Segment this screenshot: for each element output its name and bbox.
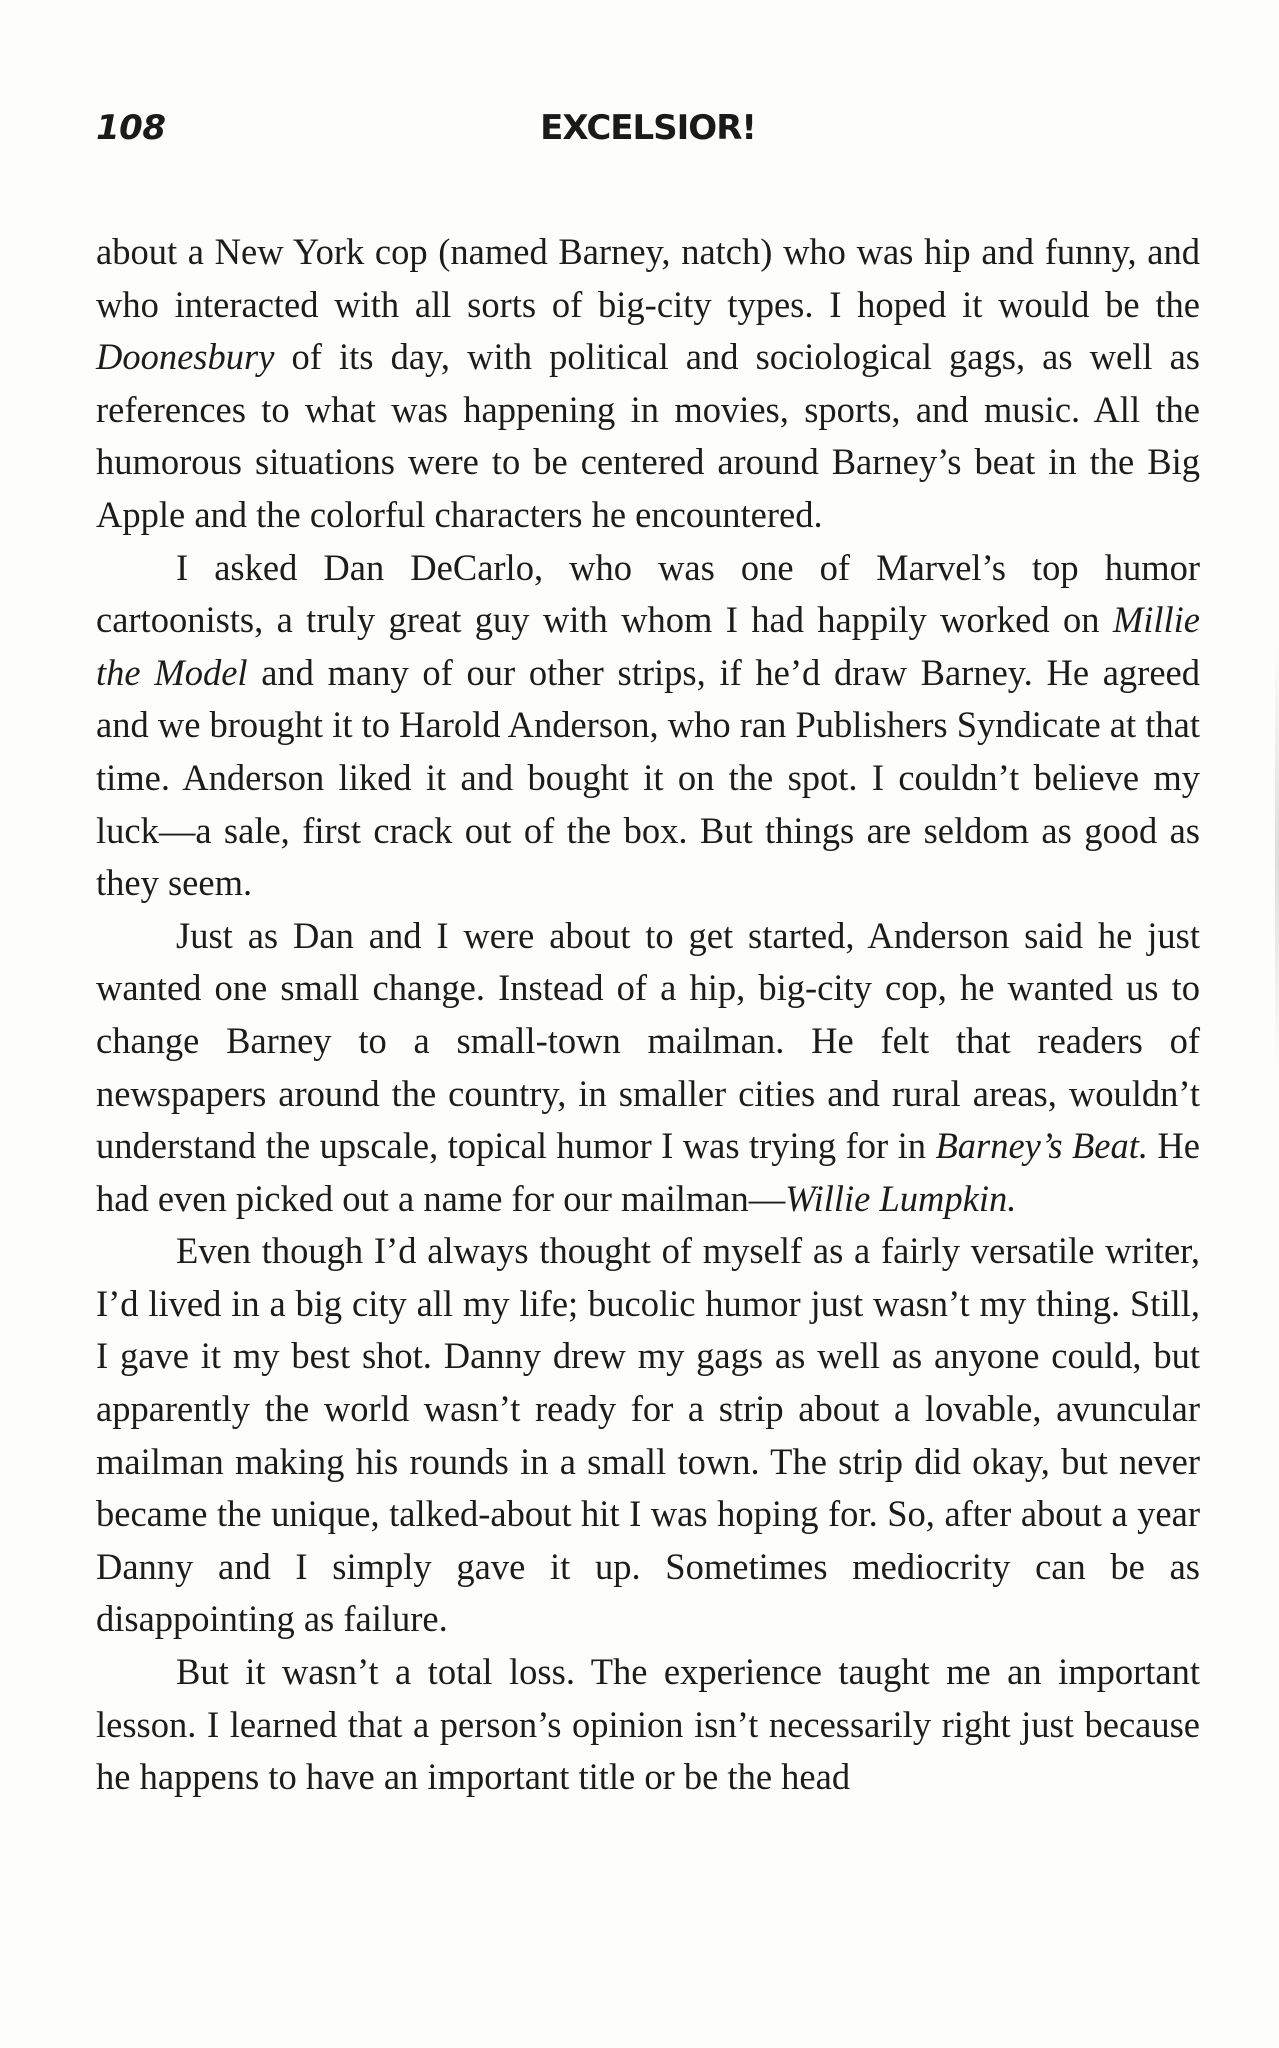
paragraph bbox=[96, 1225, 1200, 1646]
text-run: and many of our other strips, if he’d draw Barney. He agreed and we brought it to Harold Anderson, who ran Publishers Syndicate at that time. Anderson liked it and bought it on the spot. I couldn’t believe my luck—a sale, first crack out of the box. But things are seldom as good as they seem. bbox=[96, 651, 1200, 904]
paragraph bbox=[96, 1646, 1200, 1804]
text-run: of its day, with political and sociological gags, as well as references to what was happening in movies, sports, and music. All the humorous situations were to be centered around Barney’s beat in the Big Apple and the colorful characters he encountered. bbox=[96, 336, 1200, 535]
text-run: But it wasn’t a total loss. The experience taught me an important lesson. I learned that a person’s opinion isn’t necessarily right just because he happens to have an important title or be the head bbox=[96, 1651, 1200, 1798]
page-header bbox=[96, 108, 1200, 158]
paragraph bbox=[96, 910, 1200, 1226]
page-edge-shadow bbox=[1275, 648, 1279, 1068]
italic-title: Willie Lumpkin. bbox=[785, 1177, 1017, 1219]
body-text bbox=[96, 226, 1200, 1804]
text-run: Just as Dan and I were about to get started, Anderson said he just wanted one small change. Instead of a hip, big-city cop, he wanted us to change Barney to a small-town mailman. He felt that readers of newspapers around the country, in smaller cities and rural areas, wouldn’t understand the upscale, topical humor I was trying for in bbox=[96, 914, 1200, 1167]
paragraph bbox=[96, 226, 1200, 542]
running-head: EXCELSIOR! bbox=[540, 108, 756, 148]
text-run: I asked Dan DeCarlo, who was one of Marvel’s top humor cartoonists, a truly great guy with whom I had happily worked on bbox=[96, 546, 1200, 641]
paragraph bbox=[96, 542, 1200, 910]
italic-title: Millie the Model bbox=[96, 599, 1200, 693]
text-run: He had even picked out a name for our mailman— bbox=[96, 1125, 1200, 1219]
italic-title: Doonesbury bbox=[96, 336, 275, 378]
text-run: about a New York cop (named Barney, natch) who was hip and funny, and who interacted with all sorts of big-city types. I hoped it would be the bbox=[96, 231, 1200, 325]
italic-title: Barney’s Beat. bbox=[935, 1125, 1148, 1167]
page-number: 108 bbox=[96, 108, 166, 148]
text-run: Even though I’d always thought of myself as a fairly versatile writer, I’d lived in a big city all my life; bucolic humor just wasn’t my thing. Still, I gave it my best shot. Danny drew my gags as well as anyone could, but apparently the world wasn’t ready for a strip about a lovable, avuncular mailman making his rounds in a small town. The strip did okay, but never became the unique, talked-about hit I was hoping for. So, after about a year Danny and I simply gave it up. Sometimes mediocrity can be as disappointing as failure. bbox=[96, 1230, 1200, 1640]
